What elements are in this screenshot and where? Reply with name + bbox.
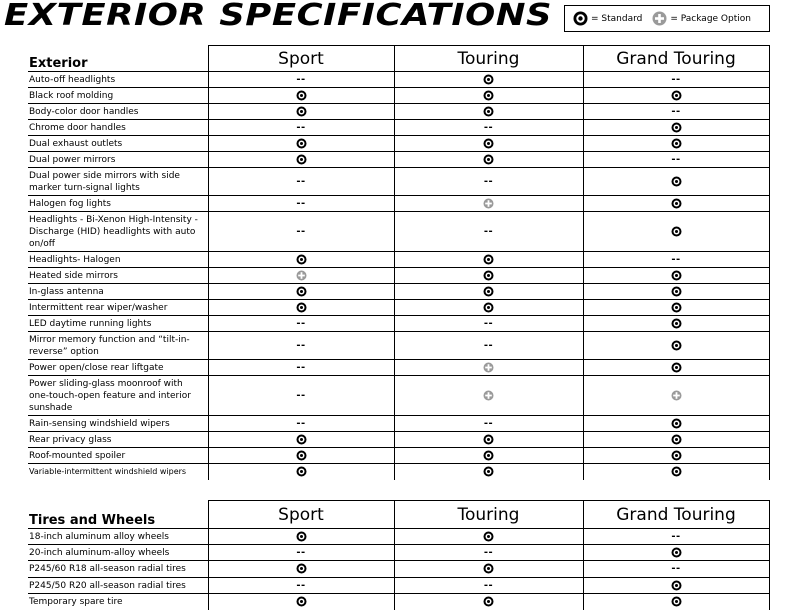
standard-icon [671, 340, 682, 351]
availability-sport [208, 120, 394, 136]
package-option-icon [483, 198, 494, 209]
column-touring: Touring [394, 501, 583, 529]
tires-table [28, 500, 770, 610]
availability-sport [208, 300, 394, 316]
availability-touring [394, 332, 583, 360]
feature-label: Dual exhaust outlets [28, 136, 208, 152]
standard-icon [671, 466, 682, 477]
availability-sport [208, 545, 394, 561]
not-available-dash: -- [296, 197, 306, 209]
not-available-dash: -- [671, 253, 681, 265]
standard-icon [671, 580, 682, 591]
availability-touring [394, 360, 583, 376]
not-available-dash: -- [296, 73, 306, 85]
not-available-dash: -- [483, 317, 494, 329]
standard-icon [483, 563, 494, 574]
table-row [28, 104, 769, 120]
package-option-icon [296, 270, 307, 281]
exterior-table [28, 45, 770, 480]
availability-grand-touring [583, 448, 769, 464]
column-grand-touring: Grand Touring [583, 46, 769, 72]
table-row [28, 284, 769, 300]
table-row [28, 120, 769, 136]
standard-icon [671, 176, 682, 187]
table-row [28, 464, 769, 480]
standard-icon [671, 270, 682, 281]
standard-icon [296, 90, 307, 101]
table-row [28, 300, 769, 316]
availability-grand-touring [583, 360, 769, 376]
legend-standard-label: = Standard [591, 13, 643, 24]
standard-icon [296, 254, 307, 265]
feature-label: Temporary spare tire [29, 596, 123, 607]
standard-icon [671, 547, 682, 558]
standard-icon [671, 302, 682, 313]
feature-label: P245/50 R20 all-season radial tires [28, 578, 208, 594]
not-available-dash: -- [483, 175, 494, 187]
standard-icon [483, 106, 494, 117]
availability-grand-touring [583, 104, 769, 120]
availability-grand-touring [583, 136, 769, 152]
availability-touring [394, 88, 583, 104]
feature-label: Dual power mirrors [28, 152, 208, 168]
legend-package-label: = Package Option [670, 13, 751, 24]
availability-touring [394, 561, 583, 578]
table-row [28, 529, 769, 545]
standard-icon [671, 434, 682, 445]
availability-grand-touring [583, 464, 769, 480]
table-row [28, 152, 769, 168]
table-row [28, 432, 769, 448]
availability-sport [208, 594, 394, 610]
availability-grand-touring [583, 88, 769, 104]
feature-label: 20-inch aluminum-alloy wheels [28, 545, 208, 561]
not-available-dash: -- [296, 317, 306, 329]
not-available-dash: -- [671, 530, 681, 542]
standard-icon [483, 270, 494, 281]
availability-grand-touring [583, 578, 769, 594]
not-available-dash: -- [296, 417, 306, 429]
availability-sport [208, 252, 394, 268]
availability-grand-touring [583, 196, 769, 212]
standard-icon [573, 11, 588, 26]
table-row [28, 136, 769, 152]
table-row [28, 545, 769, 561]
availability-grand-touring [583, 300, 769, 316]
feature-label: Headlights - Bi-Xenon High-Intensity -Discharge (HID) headlights with auto on/off [28, 212, 208, 252]
column-grand-touring: Grand Touring [583, 501, 769, 529]
feature-label: Chrome door handles [28, 120, 208, 136]
table-row [28, 72, 769, 88]
availability-grand-touring [583, 432, 769, 448]
standard-icon [296, 531, 307, 542]
legend-standard [573, 11, 642, 26]
availability-sport [208, 104, 394, 120]
availability-grand-touring [583, 316, 769, 332]
package-option-icon [483, 390, 494, 401]
standard-icon [483, 90, 494, 101]
standard-icon [671, 198, 682, 209]
tires-heading: Tires and Wheels [28, 501, 208, 529]
not-available-dash: -- [483, 339, 494, 351]
column-sport: Sport [208, 501, 394, 529]
availability-touring [394, 168, 583, 196]
availability-sport [208, 529, 394, 545]
not-available-dash: -- [296, 339, 306, 351]
table-row [28, 448, 769, 464]
availability-sport [208, 136, 394, 152]
standard-icon [296, 450, 307, 461]
standard-icon [483, 286, 494, 297]
availability-sport [208, 212, 394, 252]
standard-icon [671, 418, 682, 429]
table-row [28, 360, 769, 376]
standard-icon [296, 563, 307, 574]
package-option-icon [483, 362, 494, 373]
availability-sport [208, 332, 394, 360]
standard-icon [296, 106, 307, 117]
standard-icon [296, 154, 307, 165]
standard-icon [671, 90, 682, 101]
package-option-icon [652, 11, 667, 26]
standard-icon [671, 286, 682, 297]
table-row [28, 268, 769, 284]
not-available-dash: -- [296, 121, 306, 133]
standard-icon [671, 362, 682, 373]
availability-grand-touring [583, 252, 769, 268]
feature-label: Headlights- Halogen [28, 252, 208, 268]
availability-touring [394, 268, 583, 284]
availability-grand-touring [583, 416, 769, 432]
standard-icon [483, 138, 494, 149]
not-available-dash: -- [296, 546, 306, 558]
availability-touring [394, 212, 583, 252]
standard-icon [483, 254, 494, 265]
feature-label: P245/60 R18 all-season radial tires [28, 561, 208, 578]
not-available-dash: -- [483, 546, 494, 558]
not-available-dash: -- [671, 563, 681, 574]
exterior-heading: Exterior [28, 46, 208, 72]
availability-grand-touring [583, 212, 769, 252]
availability-touring [394, 529, 583, 545]
standard-icon [483, 74, 494, 85]
availability-touring [394, 416, 583, 432]
availability-grand-touring [583, 168, 769, 196]
standard-icon [483, 434, 494, 445]
availability-sport [208, 72, 394, 88]
availability-grand-touring [583, 332, 769, 360]
table-row [28, 196, 769, 212]
standard-icon [671, 138, 682, 149]
column-sport: Sport [208, 46, 394, 72]
feature-label: Power open/close rear liftgate [28, 360, 208, 376]
not-available-dash: -- [296, 579, 306, 591]
not-available-dash: -- [483, 225, 494, 237]
table-row [28, 212, 769, 252]
availability-grand-touring [583, 529, 769, 545]
availability-sport [208, 464, 394, 480]
availability-touring [394, 120, 583, 136]
availability-sport [208, 196, 394, 212]
availability-grand-touring [583, 561, 769, 578]
standard-icon [296, 138, 307, 149]
standard-icon [296, 434, 307, 445]
availability-sport [208, 448, 394, 464]
availability-sport [208, 432, 394, 448]
availability-touring [394, 578, 583, 594]
availability-touring [394, 252, 583, 268]
table-row [28, 168, 769, 196]
feature-label: Intermittent rear wiper/washer [28, 300, 208, 316]
availability-sport [208, 168, 394, 196]
table-row [28, 252, 769, 268]
standard-icon [296, 596, 307, 607]
standard-icon [671, 226, 682, 237]
availability-touring [394, 432, 583, 448]
standard-icon [483, 466, 494, 477]
availability-sport [208, 416, 394, 432]
availability-sport [208, 88, 394, 104]
feature-label: Black roof molding [28, 88, 208, 104]
standard-icon [671, 596, 682, 607]
not-available-dash: -- [296, 225, 306, 237]
availability-touring [394, 594, 583, 610]
standard-icon [671, 122, 682, 133]
standard-icon [296, 302, 307, 313]
table-row [28, 88, 769, 104]
column-touring: Touring [394, 46, 583, 72]
standard-icon [483, 154, 494, 165]
feature-label: LED daytime running lights [28, 316, 208, 332]
feature-label: Body-color door handles [28, 104, 208, 120]
feature-label: Dual power side mirrors with side marker turn-signal lights [28, 168, 208, 196]
package-option-icon [671, 390, 682, 401]
not-available-dash: -- [483, 417, 494, 429]
table-row [28, 578, 769, 594]
availability-sport [208, 152, 394, 168]
standard-icon [296, 286, 307, 297]
standard-icon [671, 318, 682, 329]
standard-icon [483, 531, 494, 542]
feature-label: In-glass antenna [28, 284, 208, 300]
not-available-dash: -- [483, 579, 494, 591]
not-available-dash: -- [671, 153, 681, 165]
availability-touring [394, 545, 583, 561]
standard-icon [483, 450, 494, 461]
availability-grand-touring [583, 152, 769, 168]
availability-touring [394, 152, 583, 168]
not-available-dash: -- [671, 73, 681, 85]
feature-label: Rear privacy glass [28, 432, 208, 448]
availability-grand-touring [583, 268, 769, 284]
availability-touring [394, 284, 583, 300]
not-available-dash: -- [671, 105, 681, 117]
availability-touring [394, 316, 583, 332]
availability-grand-touring [583, 72, 769, 88]
feature-label: 18-inch aluminum alloy wheels [28, 529, 208, 545]
feature-label: Variable-intermittent windshield wipers [29, 466, 187, 476]
table-row [28, 332, 769, 360]
feature-label: Heated side mirrors [28, 268, 208, 284]
table-row [28, 416, 769, 432]
standard-icon [483, 596, 494, 607]
availability-touring [394, 196, 583, 212]
availability-grand-touring [583, 594, 769, 610]
availability-sport [208, 268, 394, 284]
availability-sport [208, 376, 394, 416]
availability-sport [208, 578, 394, 594]
page-title: EXTERIOR SPECIFICATIONS [4, 0, 553, 33]
feature-label: Mirror memory function and “tilt-in-reverse” option [28, 332, 208, 360]
availability-touring [394, 376, 583, 416]
availability-touring [394, 136, 583, 152]
table-row [28, 561, 769, 578]
legend-package [652, 11, 751, 26]
standard-icon [483, 302, 494, 313]
table-row [28, 376, 769, 416]
standard-icon [296, 466, 307, 477]
feature-label: Halogen fog lights [28, 196, 208, 212]
feature-label: Power sliding-glass moonroof with one-touch-open feature and interior sunshade [28, 376, 208, 416]
availability-touring [394, 464, 583, 480]
availability-sport [208, 360, 394, 376]
not-available-dash: -- [296, 175, 306, 187]
availability-grand-touring [583, 545, 769, 561]
legend [564, 5, 770, 32]
table-row [28, 594, 769, 610]
availability-grand-touring [583, 284, 769, 300]
availability-sport [208, 316, 394, 332]
availability-touring [394, 104, 583, 120]
not-available-dash: -- [483, 121, 494, 133]
feature-label: Auto-off headlights [28, 72, 208, 88]
availability-touring [394, 72, 583, 88]
feature-label: Roof-mounted spoiler [28, 448, 208, 464]
not-available-dash: -- [296, 361, 306, 373]
availability-touring [394, 448, 583, 464]
feature-label: Rain-sensing windshield wipers [28, 416, 208, 432]
availability-grand-touring [583, 376, 769, 416]
availability-sport [208, 561, 394, 578]
standard-icon [671, 450, 682, 461]
availability-grand-touring [583, 120, 769, 136]
availability-sport [208, 284, 394, 300]
table-row [28, 316, 769, 332]
not-available-dash: -- [296, 389, 306, 401]
availability-touring [394, 300, 583, 316]
